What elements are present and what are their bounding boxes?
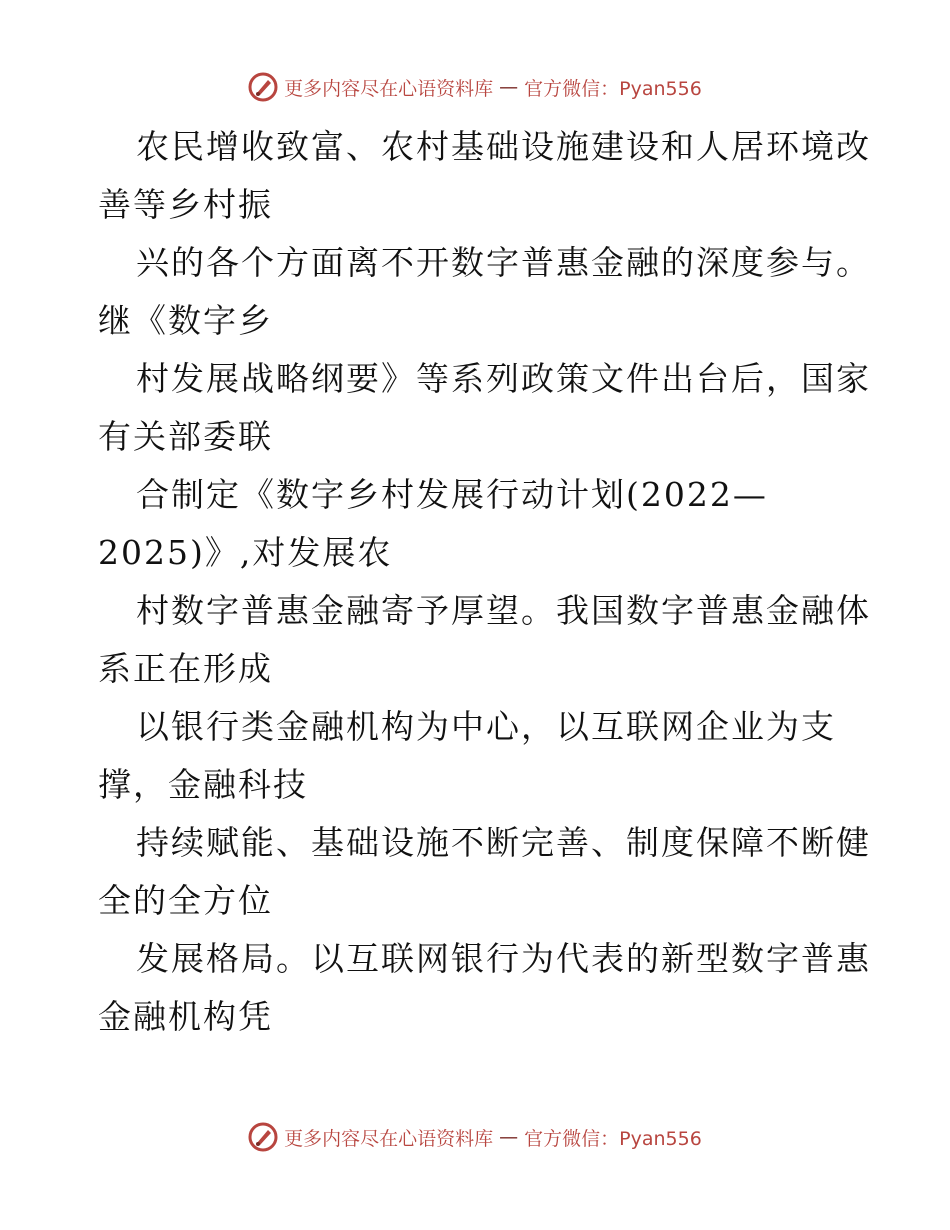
pen-logo-icon xyxy=(248,1122,278,1152)
pen-logo-icon xyxy=(248,72,278,102)
paragraph-line: 以银行类金融机构为中心，以互联网企业为支 xyxy=(136,707,836,746)
document-body xyxy=(98,118,878,1046)
paragraph-line: 继《数字乡 xyxy=(98,301,273,340)
paragraph-line: 村发展战略纲要》等系列政策文件出台后，国家 xyxy=(136,359,871,398)
watermark-site-text: 更多内容尽在心语资料库 xyxy=(284,1127,494,1150)
paragraph-line: 发展格局。以互联网银行为代表的新型数字普惠 xyxy=(136,939,871,978)
paragraph-line: 撑，金融科技 xyxy=(98,765,308,804)
paragraph-line: 全的全方位 xyxy=(98,881,273,920)
watermark-separator: — xyxy=(499,1126,519,1148)
paragraph-line: 2025)》,对发展农 xyxy=(98,533,393,572)
paragraph-line: 兴的各个方面离不开数字普惠金融的深度参与。 xyxy=(136,243,871,282)
paragraph-line: 村数字普惠金融寄予厚望。我国数字普惠金融体 xyxy=(136,591,871,630)
paragraph-line: 有关部委联 xyxy=(98,417,273,456)
paragraph-line: 金融机构凭 xyxy=(98,997,273,1036)
watermark-separator: — xyxy=(499,76,519,98)
paragraph-line: 农民增收致富、农村基础设施建设和人居环境改 xyxy=(136,127,871,166)
header-watermark xyxy=(0,72,950,102)
watermark-wechat-text: 官方微信：Pyan556 xyxy=(524,1127,702,1150)
paragraph-line: 合制定《数字乡村发展行动计划(2022— xyxy=(136,475,768,514)
paragraph-line: 系正在形成 xyxy=(98,649,273,688)
footer-watermark xyxy=(0,1122,950,1152)
paragraph-line: 持续赋能、基础设施不断完善、制度保障不断健 xyxy=(136,823,871,862)
watermark-site-text: 更多内容尽在心语资料库 xyxy=(284,77,494,100)
watermark-wechat-text: 官方微信：Pyan556 xyxy=(524,77,702,100)
paragraph-line: 善等乡村振 xyxy=(98,185,273,224)
